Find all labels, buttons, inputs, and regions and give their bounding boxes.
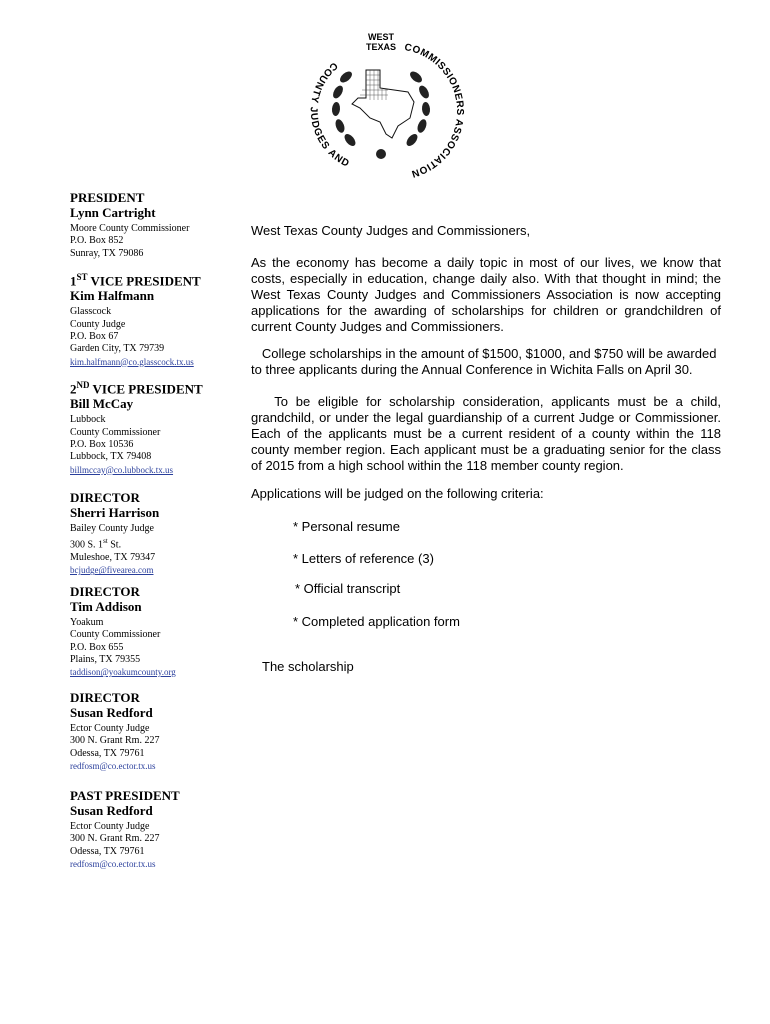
office-title: PAST PRESIDENT <box>70 788 180 803</box>
texas-map-icon <box>352 70 414 138</box>
office-title: DIRECTOR <box>70 584 140 599</box>
officer-email-link[interactable]: kim.halfmann@co.glasscock.tx.us <box>70 356 194 367</box>
officer-line: Muleshoe, TX 79347 <box>70 551 156 563</box>
officer-line: Glasscock <box>70 306 112 318</box>
svg-text:COMMISSIONERS ASSOCIATION <box>403 42 465 179</box>
office-ordinal: ND <box>76 380 90 390</box>
criteria-intro: Applications will be judged on the following criteria: <box>251 486 544 501</box>
association-seal <box>296 22 466 187</box>
seal-title-line2: TEXAS <box>365 42 397 52</box>
president-block <box>70 190 245 260</box>
second-vice-president-block <box>70 378 245 476</box>
seal-ring-left: COUNTY JUDGES AND <box>307 59 352 170</box>
officer-name: Kim Halfmann <box>70 288 155 304</box>
officer-line: Ector County Judge <box>70 821 150 832</box>
salutation: West Texas County Judges and Commissioners, <box>251 223 531 238</box>
director-1-block <box>70 490 245 576</box>
officer-line: Plains, TX 79355 <box>70 653 141 665</box>
officer-email-link[interactable]: redfosm@co.ector.tx.us <box>70 760 156 771</box>
office-title: PRESIDENT <box>70 190 145 205</box>
office-ordinal: ST <box>76 272 88 282</box>
officer-line: Odessa, TX 79761 <box>70 747 145 759</box>
officer-line: Odessa, TX 79761 <box>70 845 145 857</box>
office-label: VICE PRESIDENT <box>89 381 203 397</box>
office-title: DIRECTOR <box>70 690 140 705</box>
closing-text: The scholarship <box>262 659 354 674</box>
officer-email-link[interactable]: taddison@yoakumcounty.org <box>70 667 176 678</box>
criteria-item: * Personal resume <box>293 519 400 534</box>
criteria-item: * Completed application form <box>293 614 460 629</box>
officer-line: County Commissioner <box>70 426 161 438</box>
office-title <box>70 270 245 288</box>
officer-email-link[interactable]: bcjudge@fivearea.com <box>70 565 154 576</box>
officer-name: Lynn Cartright <box>70 205 156 220</box>
criteria-item: * Letters of reference (3) <box>293 551 434 566</box>
officer-line: County Judge <box>70 318 126 330</box>
officer-line: Yoakum <box>70 617 104 628</box>
paragraph-economy: As the economy has become a daily topic in most of our lives, we know that costs, especially in education, change daily also. With that thought in mind; the West Texas County Judges and Commissioners Association is now accepting applications for the awarding of scholarships for children or grandchildren of current County Judges and Commissioners. <box>251 255 721 334</box>
officer-line: Lubbock <box>70 414 106 426</box>
director-3-block <box>70 690 245 772</box>
officer-line: Garden City, TX 79739 <box>70 343 165 355</box>
officer-line: Lubbock, TX 79408 <box>70 451 152 463</box>
officer-line: Sunray, TX 79086 <box>70 247 144 259</box>
officer-line: P.O. Box 10536 <box>70 438 134 450</box>
officer-line: Ector County Judge <box>70 723 150 734</box>
officer-email-link[interactable]: billmccay@co.lubbock.tx.us <box>70 464 174 475</box>
officer-name: Susan Redford <box>70 803 153 818</box>
officer-line: P.O. Box 655 <box>70 641 124 653</box>
officer-line: 300 N. Grant Rm. 227 <box>70 833 160 845</box>
director-2-block <box>70 584 245 678</box>
office-number: 1 <box>70 273 77 289</box>
officer-name: Bill McCay <box>70 396 134 412</box>
seal-title-line1: WEST <box>368 32 394 42</box>
officer-line: 300 N. Grant Rm. 227 <box>70 735 160 747</box>
officer-name: Tim Addison <box>70 599 142 614</box>
past-president-block <box>70 788 245 870</box>
office-title <box>70 378 245 396</box>
officer-address: 300 S. 1st St. <box>70 537 122 551</box>
officer-line: Bailey County Judge <box>70 523 154 534</box>
officer-line: P.O. Box 67 <box>70 330 119 342</box>
officer-name: Susan Redford <box>70 705 153 720</box>
first-vice-president-block <box>70 270 245 368</box>
paragraph-eligibility: To be eligible for scholarship consideration, applicants must be a child, grandchild, or under the legal guardianship of a current Judge or Commissioner. Each of the applicants must be a current resident of a county within the 118 county member region. Each applicant must be a graduating senior for the class of 2015 from a high school within the 118 member county region. <box>251 394 725 473</box>
officer-line: County Commissioner <box>70 629 161 641</box>
officer-name: Sherri Harrison <box>70 505 160 520</box>
seal-ring-right: COMMISSIONERS ASSOCIATION <box>403 42 466 180</box>
paragraph-amounts: College scholarships in the amount of $1500, $1000, and $750 will be awarded to three applicants during the Annual Conference in Wichita Falls on April 30. <box>251 346 721 377</box>
officer-line: Moore County Commissioner <box>70 223 190 234</box>
officer-line: P.O. Box 852 <box>70 235 124 247</box>
officer-email-link[interactable]: redfosm@co.ector.tx.us <box>70 858 156 869</box>
criteria-item: * Official transcript <box>295 581 401 596</box>
office-label: VICE PRESIDENT <box>87 273 201 289</box>
office-number: 2 <box>70 381 77 397</box>
office-title: DIRECTOR <box>70 490 140 505</box>
